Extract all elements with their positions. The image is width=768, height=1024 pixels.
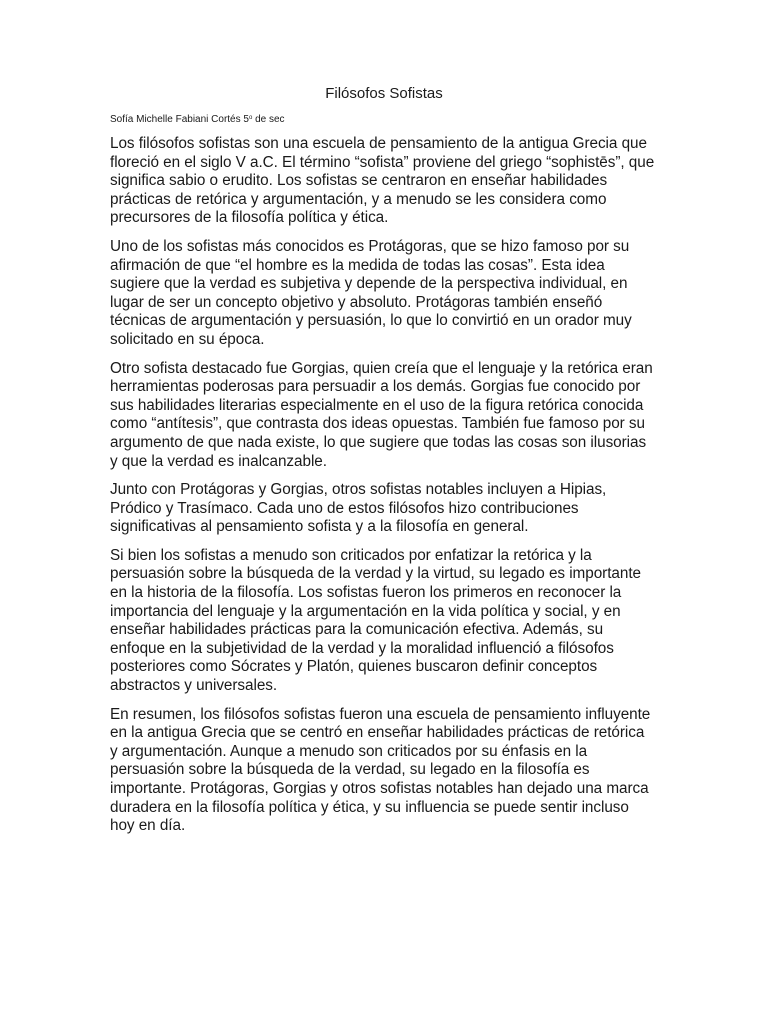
paragraph: Junto con Protágoras y Gorgias, otros sofistas notables incluyen a Hipias, Pródico y Trasímaco. Cada uno de estos filósofos hizo contribuciones significativas al pensamiento sofista y a la filosofía en general. [110,481,607,536]
paragraph: Otro sofista destacado fue Gorgias, quien creía que el lenguaje y la retórica eran herramientas poderosas para persuadir a los demás. Gorgias fue conocido por sus habilidades literarias especialmente en el uso de la figura retórica conocida como “antítesis”, que contrasta dos ideas opuestas. También fue famoso por su argumento de que nada existe, lo que sugiere que todas las cosas son ilusorias y que la verdad es inalcanzable. [110,359,653,470]
document-title: Filósofos Sofistas [325,85,443,102]
paragraph: Los filósofos sofistas son una escuela de pensamiento de la antigua Grecia que floreció en el siglo V a.C. El término “sofista” proviene del griego “sophistēs”, que significa sabio o erudito. Los sofistas se centraron en enseñar habilidades prácticas de retórica y argumentación, y a menudo se les considera como precursores de la filosofía política y ética. [110,135,655,227]
document-body [110,135,656,846]
author-section: de sec [252,114,285,125]
author-byline [110,111,285,127]
author-name: Sofía Michelle Fabiani Cortés 5 [110,114,249,125]
paragraph: En resumen, los filósofos sofistas fueron una escuela de pensamiento influyente en la antigua Grecia que se centró en enseñar habilidades prácticas de retórica y argumentación. Aunque a menudo son criticados por su énfasis en la persuasión sobre la búsqueda de la verdad, su legado en la filosofía es importante. Protágoras, Gorgias y otros sofistas notables han dejado una marca duradera en la filosofía política y ética, y su influencia se puede sentir incluso hoy en día. [110,705,651,835]
grade-ordinal: o [248,115,253,121]
paragraph: Uno de los sofistas más conocidos es Protágoras, que se hizo famoso por su afirmación de que “el hombre es la medida de todas las cosas”. Esta idea sugiere que la verdad es subjetiva y depende de la perspectiva individual, en lugar de ser un concepto objetivo y absoluto. Protágoras también enseñó técnicas de argumentación y persuasión, lo que lo convirtió en un orador muy solicitado en su época. [110,237,632,348]
paragraph: Si bien los sofistas a menudo son criticados por enfatizar la retórica y la persuasión sobre la búsqueda de la verdad y la virtud, su legado es importante en la historia de la filosofía. Los sofistas fueron los primeros en reconocer la importancia del lenguaje y la argumentación en la vida política y social, y en enseñar habilidades prácticas para la comunicación efectiva. Además, su enfoque en la subjetividad de la verdad y la moralidad influenció a filósofos posteriores como Sócrates y Platón, quienes buscaron definir conceptos abstractos y universales. [110,546,641,695]
